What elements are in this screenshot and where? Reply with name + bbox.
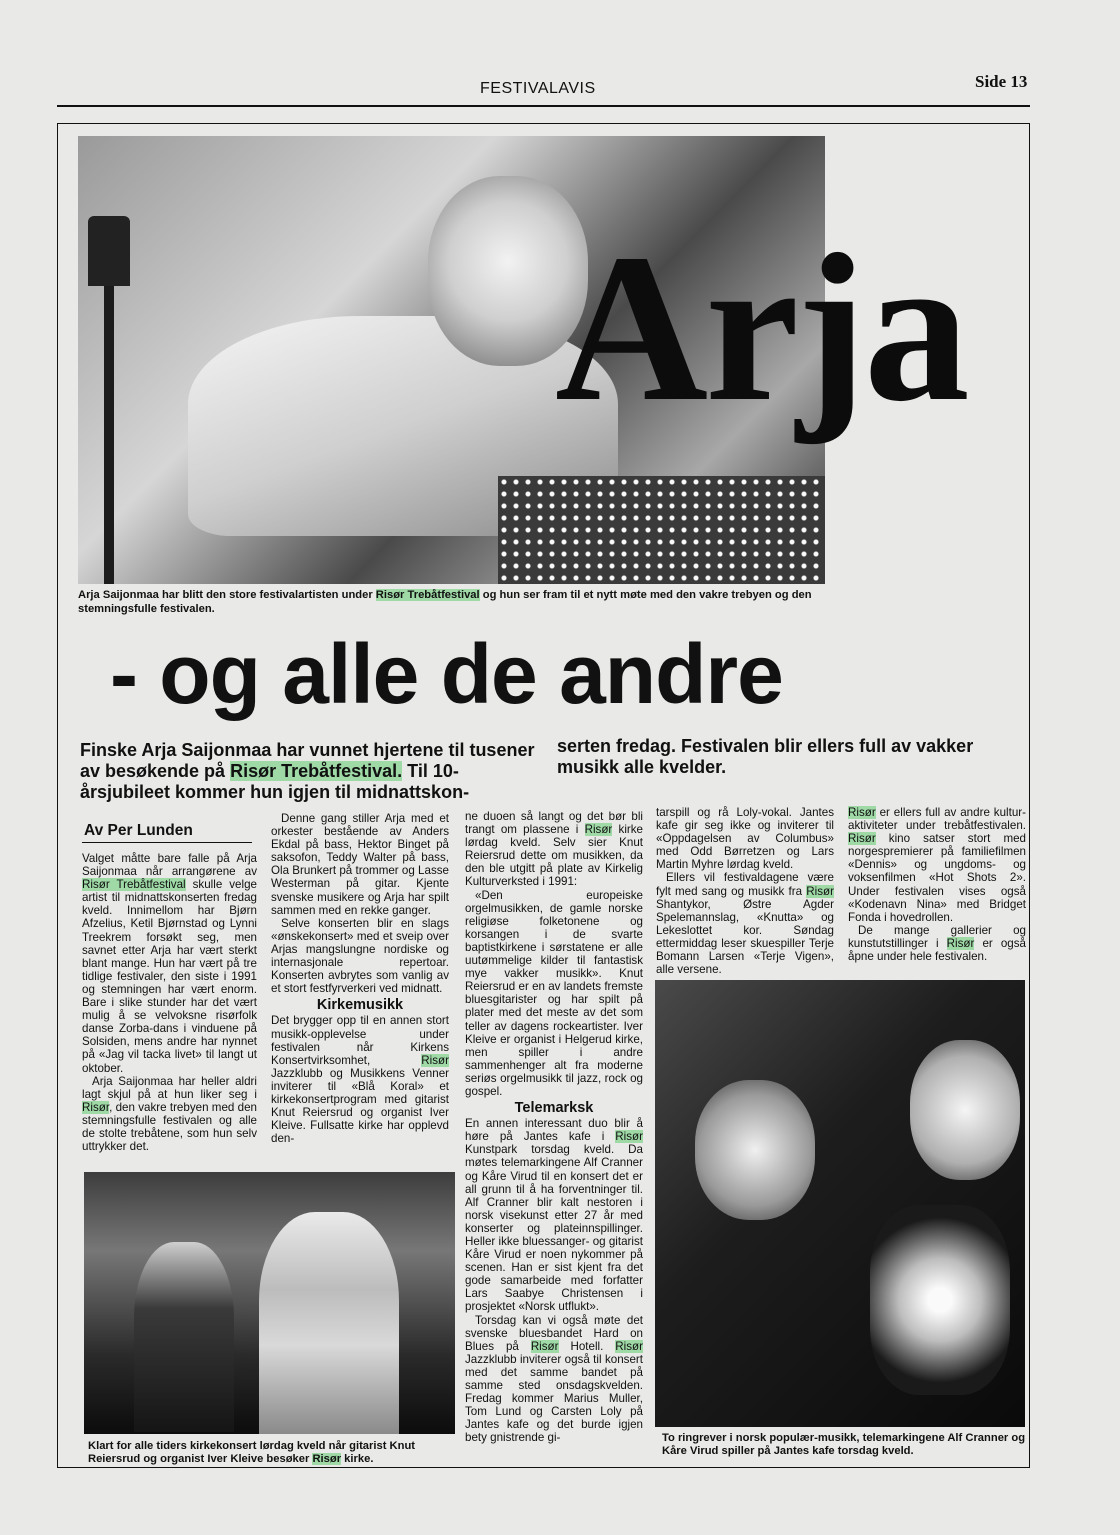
church-photo-caption: Klart for alle tiders kirkekonsert lørdag kveld når gitarist Knut Reiersrud og organist Iver Kleive besøker Risør kirke. (88, 1440, 416, 1465)
paragraph: Valget måtte bare falle på Arja Saijonmaa når arrangørene av Risør Trebåtfestival skulle velge artist til midnattskonserten fredag kveld. Innimellom har Bjørn Afzelius, Ketil Bjørnstad og Lynni Treekrem forsøkt seg, men savnet etter Arja har vært sterkt blant mange. Hun har vært på tre tidlige festivaler, den siste i 1991 og stemningen har vært enorm. Bare i slike stunder har det vært mulig å se velvoksne risørfolk danse Zorba-dans i vinduene på Solsiden, mens andre har nynnet på «Jag vil tacka livet» til langt ut oktober. (82, 852, 257, 1075)
paragraph: «Den europeiske orgelmusikken, de gamle norske religiøse folketonene og korsangen i de svarte baptistkirkene i sørstatene er alle uutømmelige kilder til fantastisk mye vakker musikk». Knut Reiersrud er en av landets fremste bluesgitarister og har spilt på plater med det meste av det som teller av dagens rockeartister. Iver Kleive er organist i Helgerud kirke, men spiller i andre sammenhenger alt fra moderne seriøs orgelmusikk til jazz, rock og gospel. (465, 888, 643, 1098)
highlight: Risør Trebåtfestival (82, 878, 186, 892)
person-shape (134, 1242, 234, 1432)
article-title: Arja (555, 210, 967, 445)
highlight: Risør (312, 1453, 342, 1465)
column-2 (271, 812, 449, 1145)
paragraph: De mange gallerier og kunstutstillinger i Risør er også åpne under hele festivalen. (848, 923, 1026, 964)
byline-rule (82, 842, 252, 843)
lamp-shape (88, 216, 130, 286)
flowers-shape (498, 476, 825, 584)
face-shape (910, 1040, 1020, 1180)
guitar-shape (870, 1205, 1010, 1395)
subhead-telemarksk: Telemarksk (514, 1100, 594, 1117)
header-rule (57, 105, 1030, 107)
highlight: Risør (848, 806, 876, 819)
paragraph: Arja Saijonmaa har heller aldri lagt skjul på at hun liker seg i Risør, den vakre trebyen med den stemningsfulle festivalen og alle de stolte trebåtene, som hun selv uttrykker det. (82, 1074, 257, 1154)
paragraph: Det brygger opp til en annen stort musikk-opplevelse under festivalen når Kirkens Konsertvirksomhet, Risør Jazzklubb og Musikkens Venner inviterer til «Blå Koral» et kirkekonsertprogram med gitarist Knut Reiersrud og organist Iver Kleive. Fullsatte kirke har opplevd den- (271, 1014, 449, 1146)
deck-right: serten fredag. Festivalen blir ellers full av vakker musikk alle kvelder. (557, 736, 974, 777)
highlight: Risør (615, 1130, 643, 1144)
highlight: Risør (530, 1339, 559, 1353)
highlight: Risør (848, 832, 876, 846)
section-title: FESTIVALAVIS (480, 80, 596, 97)
lamp-post-shape (104, 286, 114, 584)
page-number: Side 13 (975, 72, 1028, 91)
highlight: Risør (421, 1053, 449, 1067)
paragraph: En annen interessant duo blir å høre på Jantes kafe i Risør Kunstpark torsdag kveld. Da møtes telemarkingene Alf Cranner og Kåre Virud til en konsert det er all grunn til å ha forventninger til. Alf Cranner blir kalt nestoren i norsk visekunst etter 27 år med konserter og plateinnspillinger. Heller ikke bluessanger- og gitarist Kåre Virud er noen nykommer på scenen. Han er sist kjent fra det gode samarbeide med forfatter Lars Saabye Christensen i prosjektet «Norsk utflukt». (465, 1117, 643, 1314)
column-5 (848, 806, 1026, 963)
paragraph: ne duoen så langt og det bør bli trangt om plassene i Risør kirke lørdag kveld. Selv sier Knut Reiersrud dette om musikken, da den ble utgitt på plate av Kirkelig Kulturverksted i 1991: (465, 810, 644, 889)
highlight: Risør (584, 823, 613, 837)
highlight: Risør (946, 936, 975, 950)
face-shape (695, 1080, 815, 1220)
headline: - og alle de andre (110, 627, 783, 721)
paragraph: Denne gang stiller Arja med et orkester bestående av Anders Ekdal på bass, Hektor Binget på saksofon, Teddy Walter på bass, Ola Brunkert på trommer og Lasse Westerman på gitar. Kjente svenske musikere og Arja har spilt sammen med en rekke ganger. (271, 812, 449, 917)
highlight: Risør Trebåtfestival. (230, 761, 403, 781)
byline: Av Per Lunden (84, 822, 193, 839)
paragraph: Torsdag kan vi også møte det svenske bluesbandet Hard on Blues på Risør Hotell. Risør Jazzklubb inviterer også til konsert med det samme bandet på samme sted onsdagskvelden. Fredag kommer Marius Muller, Tom Lund og Carsten Loly på Jantes kafe og det burde igjen bety gnistrende gi- (465, 1313, 643, 1445)
church-concert-photo (84, 1172, 455, 1434)
person-shape (259, 1212, 399, 1434)
duo-photo (655, 980, 1025, 1427)
column-3 (465, 810, 643, 1445)
highlight: Risør (806, 884, 834, 898)
paragraph: tarspill og rå Loly-vokal. Jantes kafe gir seg ikke og inviterer til «Oppdagelsen av Columbus» med Odd Børretzen og Lars Martin Myhre lørdag kveld. (656, 806, 834, 872)
column-4 (656, 806, 834, 976)
subhead-kirkemusikk: Kirkemusikk (316, 997, 404, 1014)
paragraph: Selve konserten blir en slags «ønskekonsert» med et sveip over Arjas mangslungne nordiske og internasjonale repertoar. Konserten avbrytes som vanlig av et stort festfyrverkeri ved midnatt. (271, 916, 449, 996)
main-photo-caption: Arja Saijonmaa har blitt den store festivalartisten under Risør Trebåtfestival og hun ser fram til et nytt møte med den vakre trebyen og den stemningsfulle festivalen. (78, 589, 812, 615)
paragraph: Risør er ellers full av andre kultur-aktiviteter under trebåtfestivalen. Risør kino satser stort med norgespremierer på familiefilmen «Dennis» og ungdoms- og voksenfilmen «Hot Shots 2». Under festivalen vises også «Kodenavn Nina» med Bridget Fonda i hovedrollen. (848, 806, 1026, 924)
highlight: Risør (82, 1100, 110, 1114)
duo-photo-caption: To ringrever i norsk populær-musikk, telemarkingene Alf Cranner og Kåre Virud spiller på Jantes kafe torsdag kveld. (662, 1432, 1026, 1457)
deck-left: Finske Arja Saijonmaa har vunnet hjertene til tusener av besøkende på Risør Trebåtfestival. Til 10-årsjubileet kommer hun igjen til midnattskon- (80, 740, 535, 802)
highlight: Risør (615, 1339, 643, 1353)
paragraph: Ellers vil festivaldagene være fylt med sang og musikk fra Risør Shantykor, Østre Agder Spelemannslag, «Knutta» og Lekeslottet kor. Søndag ettermiddag leser skuespiller Terje Bomann Larsen «Terje Vigen», alle versene. (656, 871, 834, 977)
highlight: Risør Trebåtfestival (375, 589, 480, 601)
column-1 (82, 852, 257, 1153)
